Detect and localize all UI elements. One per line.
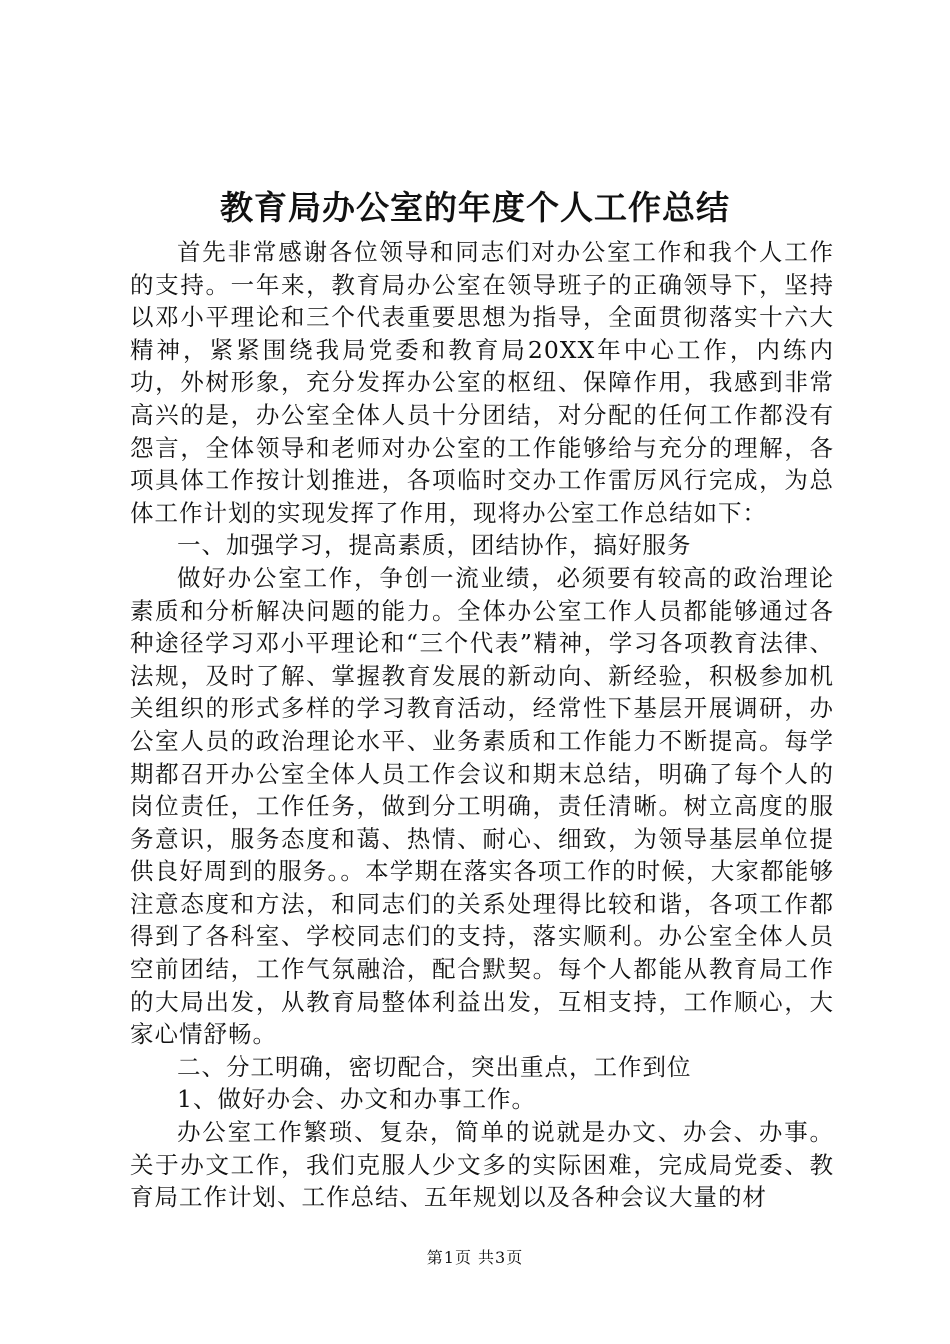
paragraph-section-1: 做好办公室工作，争创一流业绩，必须要有较高的政治理论素质和分析解决问题的能力。全体办公室工作人员都能够通过各种途径学习邓小平理论和“三个代表”精神，学习各项教育法律、法规，及时了解、掌握教育发展的新动向、新经验，积极参加机关组织的形式多样的学习教育活动，经常性下基层开展调研，办公室人员的政治理论水平、业务素质和工作能力不断提高。每学期都召开办公室全体人员工作会议和期末总结，明确了每个人的岗位责任，工作任务，做到分工明确，责任清晰。树立高度的服务意识，服务态度和蔼、热情、耐心、细致，为领导基层单位提供良好周到的服务。。本学期在落实各项工作的时候，大家都能够注意态度和方法，和同志们的关系处理得比较和谐，各项工作都得到了各科室、学校同志们的支持，落实顺利。办公室全体人员空前团结，工作气氛融洽，配合默契。每个人都能从教育局工作的大局出发，从教育局整体利益出发，互相支持，工作顺心，大家心情舒畅。	[130, 563, 834, 1049]
paragraph-intro: 首先非常感谢各位领导和同志们对办公室工作和我个人工作的支持。一年来，教育局办公室在领导班子的正确领导下，坚持以邓小平理论和三个代表重要思想为指导，全面贯彻落实十六大精神，紧紧围绕我局党委和教育局20XX年中心工作，内练内功，外树形象，充分发挥办公室的枢纽、保障作用，我感到非常高兴的是，办公室全体人员十分团结，对分配的任何工作都没有怨言，全体领导和老师对办公室的工作能够给与充分的理解，各项具体工作按计划推进，各项临时交办工作雷厉风行完成，为总体工作计划的实现发挥了作用，现将办公室工作总结如下：	[130, 238, 834, 527]
subsection-heading-1: 1、做好办会、办文和办事工作。	[177, 1085, 536, 1114]
paragraph-subsection-1: 办公室工作繁琐、复杂，简单的说就是办文、办会、办事。关于办文工作，我们克服人少文多的实际困难，完成局党委、教育局工作计划、工作总结、五年规划以及各种会议大量的材	[130, 1118, 834, 1212]
section-heading-1: 一、加强学习，提高素质，团结协作，搞好服务	[177, 531, 692, 560]
section-heading-2: 二、分工明确，密切配合，突出重点，工作到位	[177, 1052, 692, 1081]
page-footer: 第1页 共3页	[426, 1248, 524, 1267]
document-title: 教育局办公室的年度个人工作总结	[220, 188, 730, 227]
document-body	[130, 236, 834, 1214]
